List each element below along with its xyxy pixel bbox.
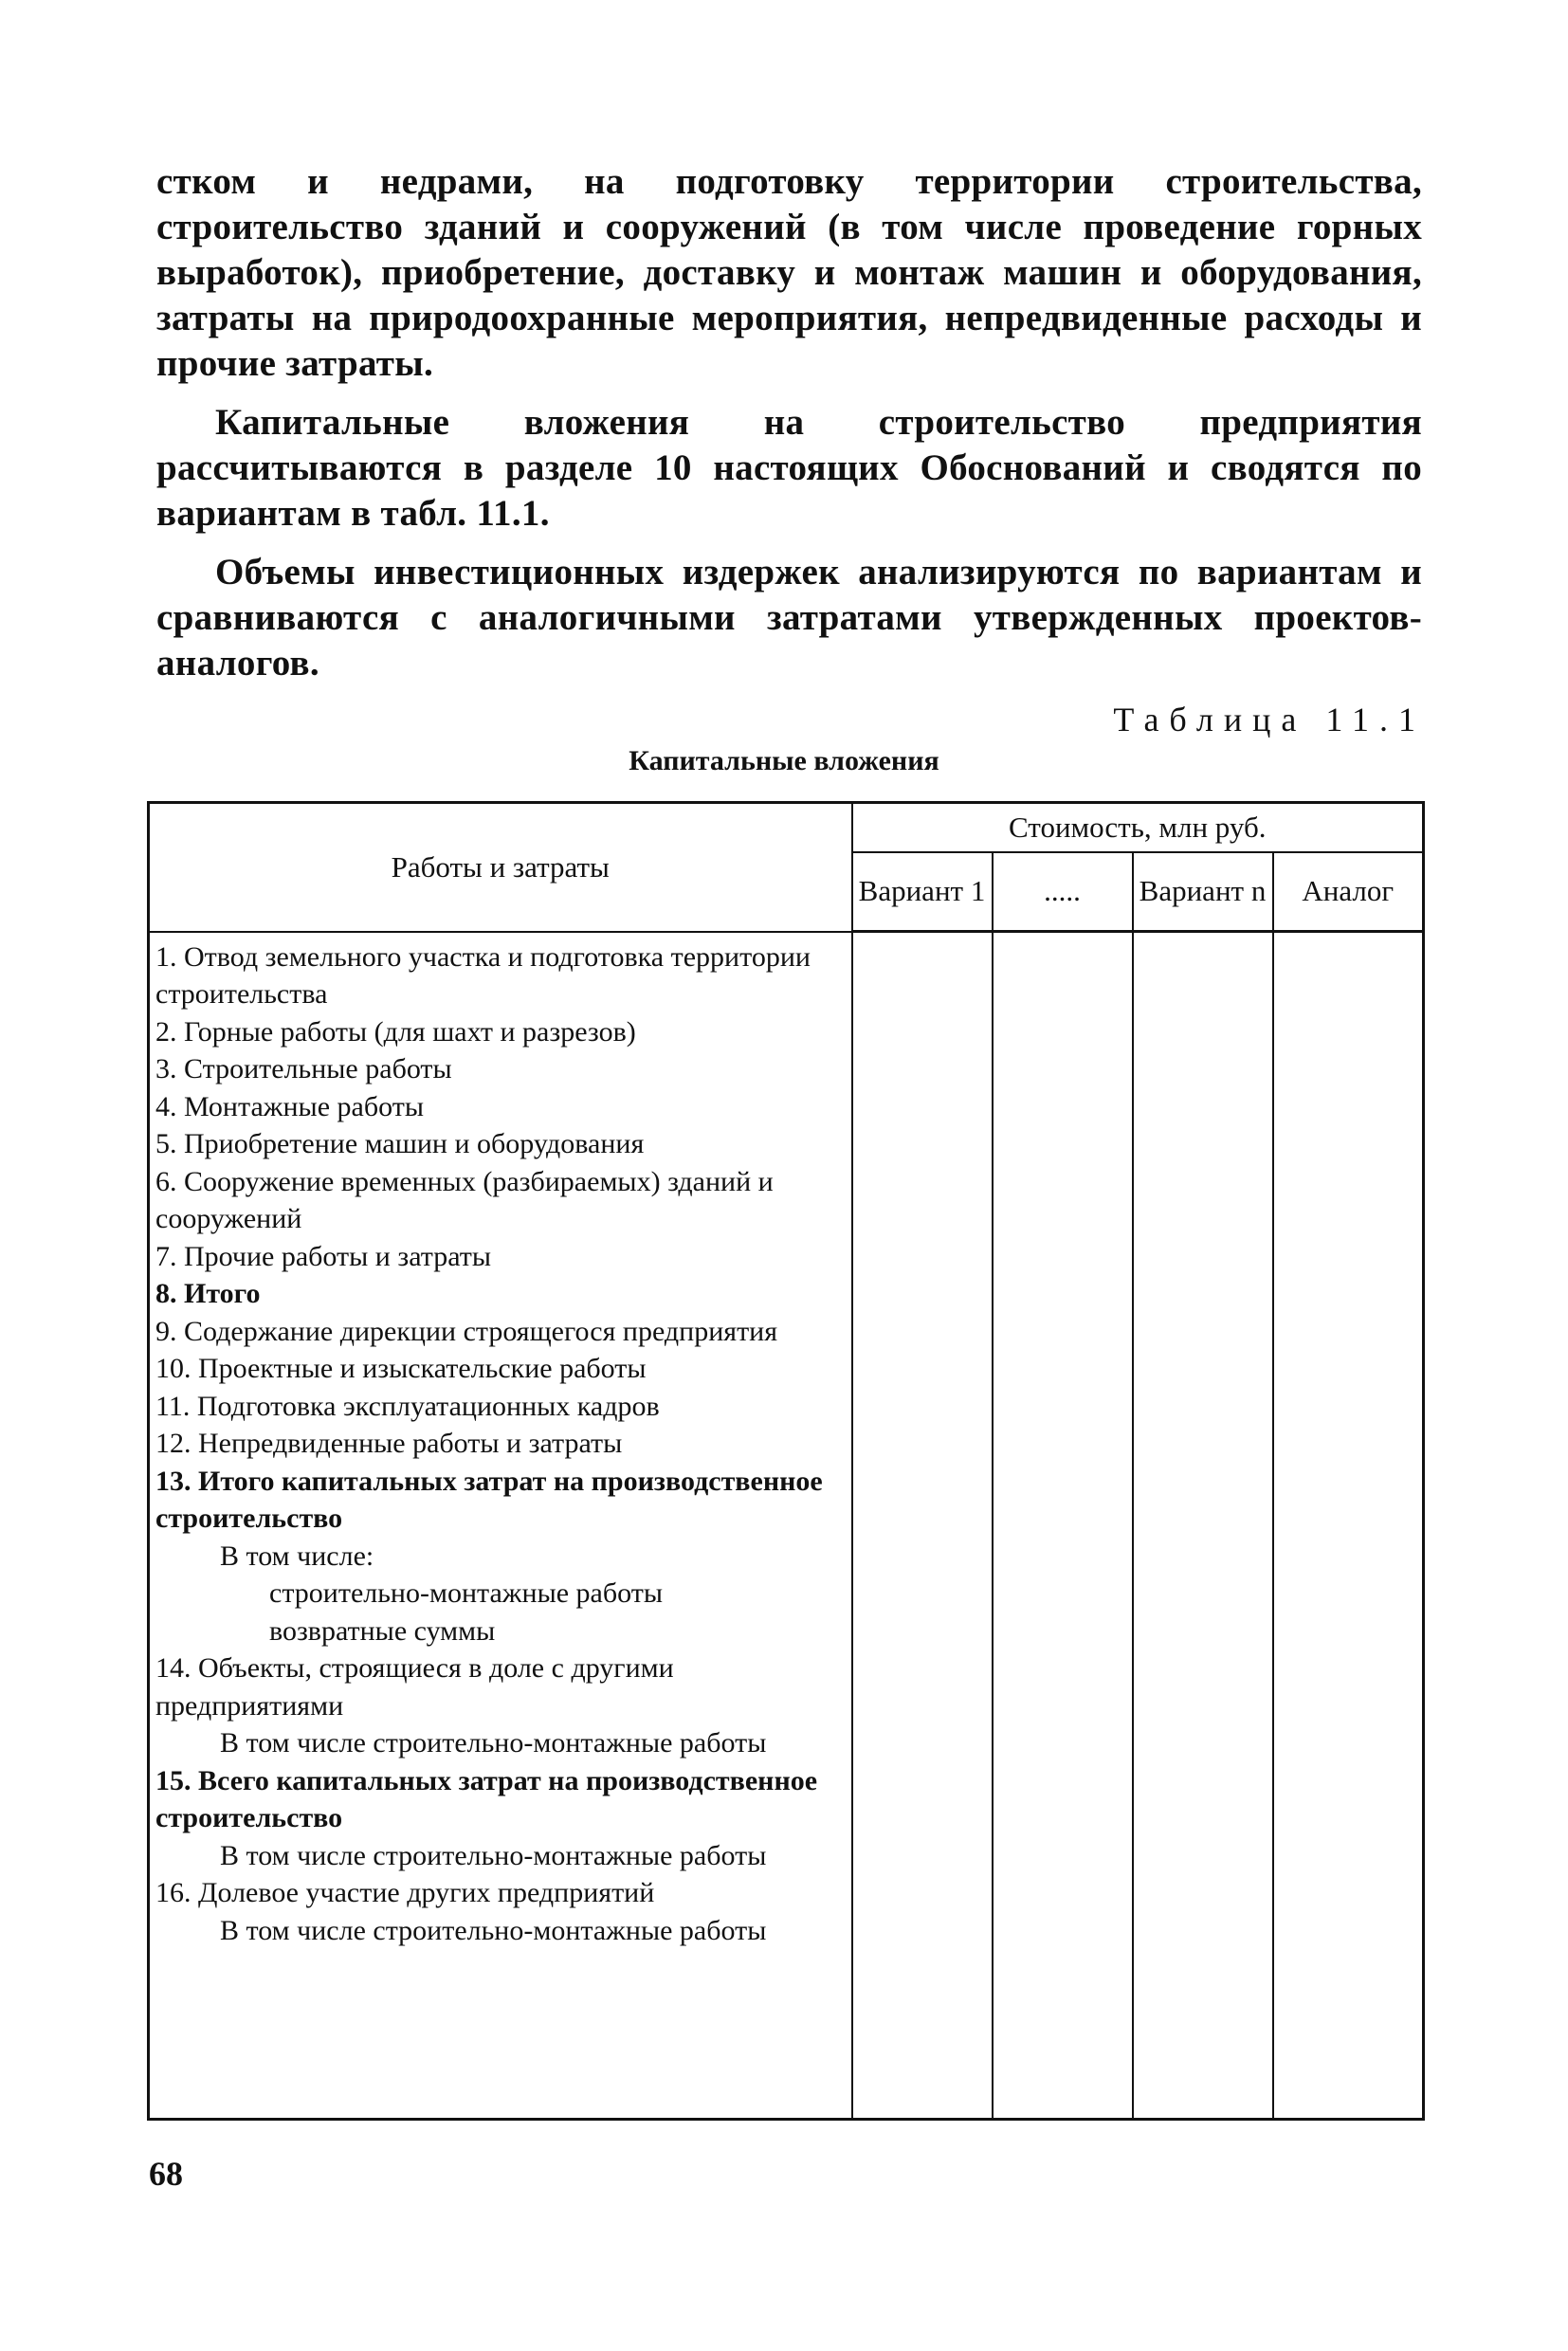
table-row: 2. Горные работы (для шахт и разрезов) [155,1015,636,1048]
table-row: 9. Содержание дирекции строящегося предприятия [155,1315,778,1347]
table-row: 10. Проектные и изыскательские работы [155,1353,647,1384]
table-row: 7. Прочие работы и затраты [155,1240,492,1272]
works-list-cell [149,932,852,2120]
table-row: 12. Непредвиденные работы и затраты [155,1428,623,1459]
ellipsis-header: ..... [993,852,1133,932]
paragraph-1: стком и недрами, на подготовку территории строительства, строительство зданий и сооружений (в том числе проведение горных выработок), приобретение, доставку и монтаж машин и оборудования, затраты на природоохранные мероприятия, непредвиденные расходы и прочие затраты. [156,161,1422,384]
table-row: возвратные суммы [269,1614,496,1647]
page-number: 68 [149,2155,183,2193]
table-title: Капитальные вложения [629,745,939,776]
table-row: 1. Отвод земельного участка и подготовка территории строительства [155,940,811,1010]
table-row: 6. Сооружение временных (разбираемых) зданий и сооружений [155,1165,774,1234]
works-column-header: Работы и затраты [149,803,852,932]
table-row: 14. Объекты, строящиеся в доле с другими предприятиями [155,1652,674,1722]
table-row: В том числе строительно-монтажные работы [220,1727,767,1759]
paragraph-2: Капитальные вложения на строительство предприятия рассчитываются в разделе 10 настоящих Обоснований и сводятся по вариантам в табл. 11.1. [156,402,1422,534]
variant-1-values [852,932,993,2120]
table-row: 8. Итого [155,1278,261,1309]
capital-investment-table [147,801,1425,2121]
variant-n-header: Вариант n [1133,852,1273,932]
table-label: Таблица 11.1 [1113,701,1426,738]
table-row: В том числе строительно-монтажные работы [220,1839,767,1871]
table-row: 4. Монтажные работы [155,1090,424,1122]
paragraph-3: Объемы инвестиционных издержек анализируются по вариантам и сравниваются с аналогичными затратами утвержденных проектов-аналогов. [156,552,1422,683]
analog-values [1273,932,1424,2120]
table-row: 3. Строительные работы [155,1053,452,1084]
body-text [156,159,1422,686]
variant-n-values [1133,932,1273,2120]
table-row: 13. Итого капитальных затрат на производственное строительство [155,1465,823,1534]
table-row: 15. Всего капитальных затрат на производственное строительство [155,1764,818,1833]
table-row: строительно-монтажные работы [269,1577,664,1609]
table-row: В том числе строительно-монтажные работы [220,1914,767,1946]
table-row: 11. Подготовка эксплуатационных кадров [155,1390,660,1422]
table-row: 16. Долевое участие других предприятий [155,1877,655,1908]
variant-1-header: Вариант 1 [852,852,993,932]
ellipsis-values [993,932,1133,2120]
cost-group-header: Стоимость, млн руб. [852,803,1424,852]
analog-header: Аналог [1273,852,1424,932]
table-row: В том числе: [220,1540,374,1572]
table-row: 5. Приобретение машин и оборудования [155,1128,645,1159]
